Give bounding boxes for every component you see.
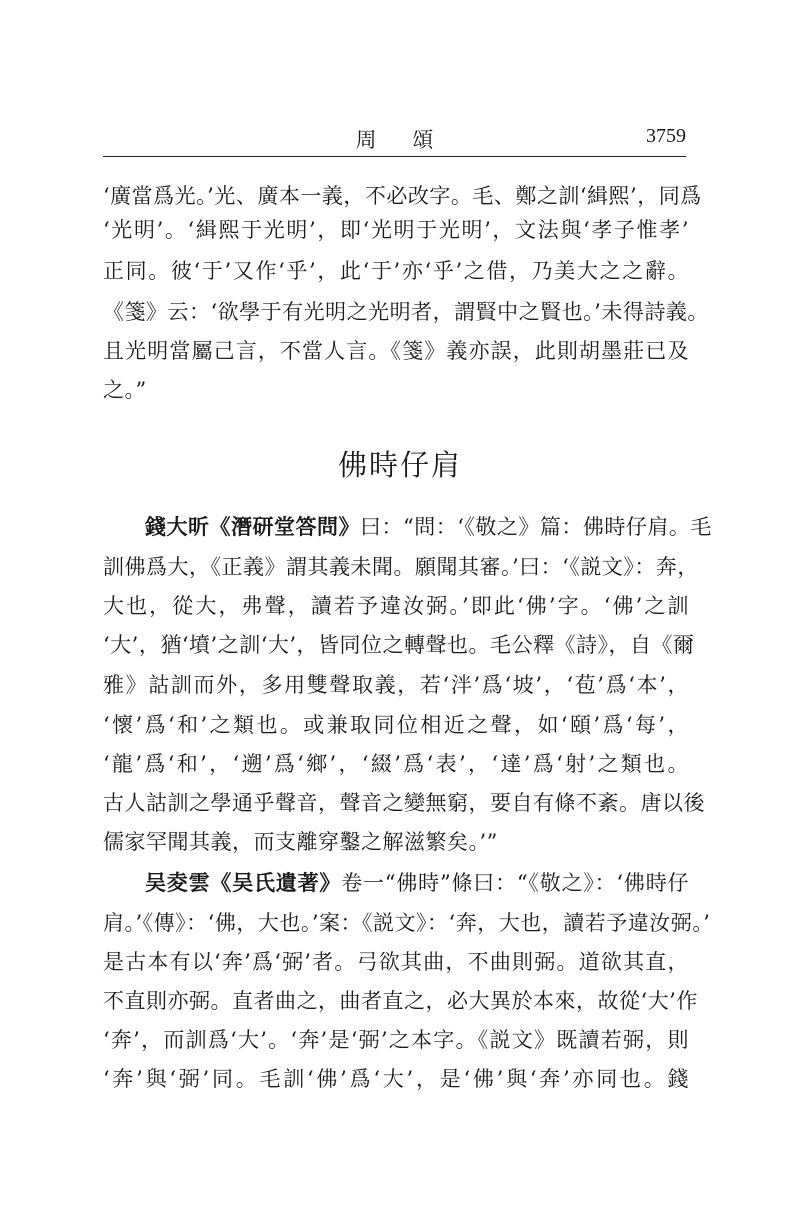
text-line: 《箋》云：‘欲學于有光明之光明者，謂賢中之賢也。’未得詩義。 [103, 300, 709, 324]
text-line: ‘大’，猶‘墳’之訓‘大’，皆同位之轉聲也。毛公釋《詩》，自《爾 [103, 633, 695, 657]
text-line: 不直則亦弼。直者曲之，曲者直之，必大異於本來，故從‘大’作 [103, 989, 698, 1013]
text-line: ‘奔’，而訓爲‘大’。‘奔’是‘弼’之本字。《説文》既讀若弼，則 [103, 1028, 689, 1052]
page-number: 3759 [646, 125, 686, 147]
running-title: 周頌 [355, 128, 470, 152]
text-line: ‘光明’。‘緝熙于光明’，即‘光明于光明’，文法與‘孝子惟孝’ [103, 218, 689, 242]
text-line: ‘廣當爲光。’光、廣本一義，不必改字。毛、鄭之訓‘緝熙’，同爲 [103, 184, 702, 208]
source-citation: 錢大昕《潛研堂答問》 [145, 515, 360, 539]
text-line: 是古本有以‘奔’爲‘弼’者。弓欲其曲，不曲則弼。道欲其直， [103, 950, 689, 974]
text-line: ‘懷’爲‘和’之類也。或兼取同位相近之聲，如‘頤’爲‘每’， [103, 713, 689, 737]
paragraph-first-line: 吴夌雲《吴氏遺著》卷一“佛時”條曰：“《敬之》：‘佛時仔 [145, 871, 689, 895]
text-line: ‘奔’與‘弼’同。毛訓‘佛’爲‘大’，是‘佛’與‘奔’亦同也。錢 [103, 1067, 689, 1091]
text-line: ‘龍’爲‘和’，‘遡’爲‘鄉’，‘綴’爲‘表’，‘達’爲‘射’之類也。 [103, 752, 689, 776]
text-line: 正同。彼‘于’又作‘乎’，此‘于’亦‘乎’之借，乃美大之之辭。 [103, 259, 689, 283]
text-line: 之。” [103, 378, 147, 402]
section-heading: 佛時仔肩 [337, 448, 462, 482]
running-header [103, 124, 686, 157]
text-line: 儒家罕聞其義，而支離穿鑿之解滋繁矣。’” [103, 830, 498, 854]
paragraph-first-line: 錢大昕《潛研堂答問》曰：“問：‘《敬之》篇：佛時仔肩。毛 [145, 515, 712, 539]
text-line: 訓佛爲大，《正義》謂其義未聞。願聞其審。’曰：‘《説文》：奔， [103, 555, 699, 579]
text-line: 肩。’《傳》：‘佛，大也。’案：《説文》：‘奔，大也，讀若予違汝弼。’ [103, 911, 711, 935]
text-line: 大也，從大，弗聲，讀若予違汝弼。’即此‘佛’字。‘佛’之訓 [103, 594, 689, 618]
text-line: 雅》詁訓而外，多用雙聲取義，若‘泮’爲‘坡’，‘苞’爲‘本’， [103, 673, 689, 697]
source-citation: 吴夌雲《吴氏遺著》 [145, 871, 342, 895]
text-line: 且光明當屬己言，不當人言。《箋》義亦誤，此則胡墨莊已及 [103, 339, 689, 363]
text-line: 古人詁訓之學通乎聲音，聲音之變無窮，要自有條不紊。唐以後 [103, 791, 705, 815]
